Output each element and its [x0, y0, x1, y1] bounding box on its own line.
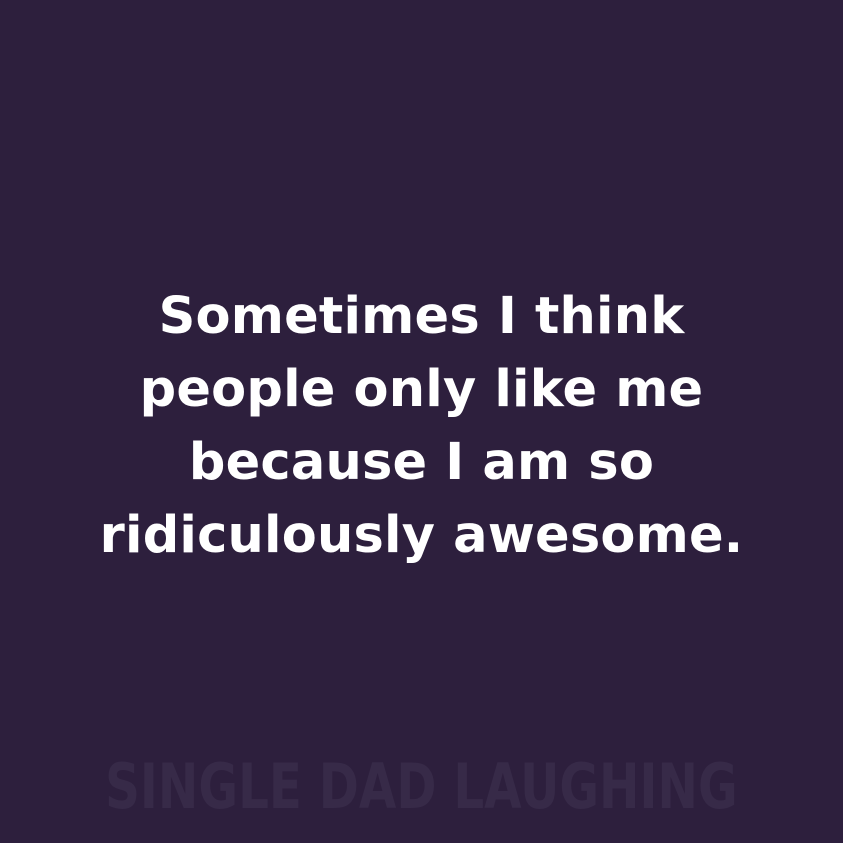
- quote-line-3: because I am so: [188, 433, 655, 492]
- watermark: SINGLE DAD LAUGHING: [105, 750, 738, 823]
- quote-text: [0, 280, 843, 572]
- quote-line-4: ridiculously awesome.: [99, 506, 744, 565]
- quote-line-2: people only like me: [139, 360, 704, 419]
- quote-line-1: Sometimes I think: [158, 287, 685, 346]
